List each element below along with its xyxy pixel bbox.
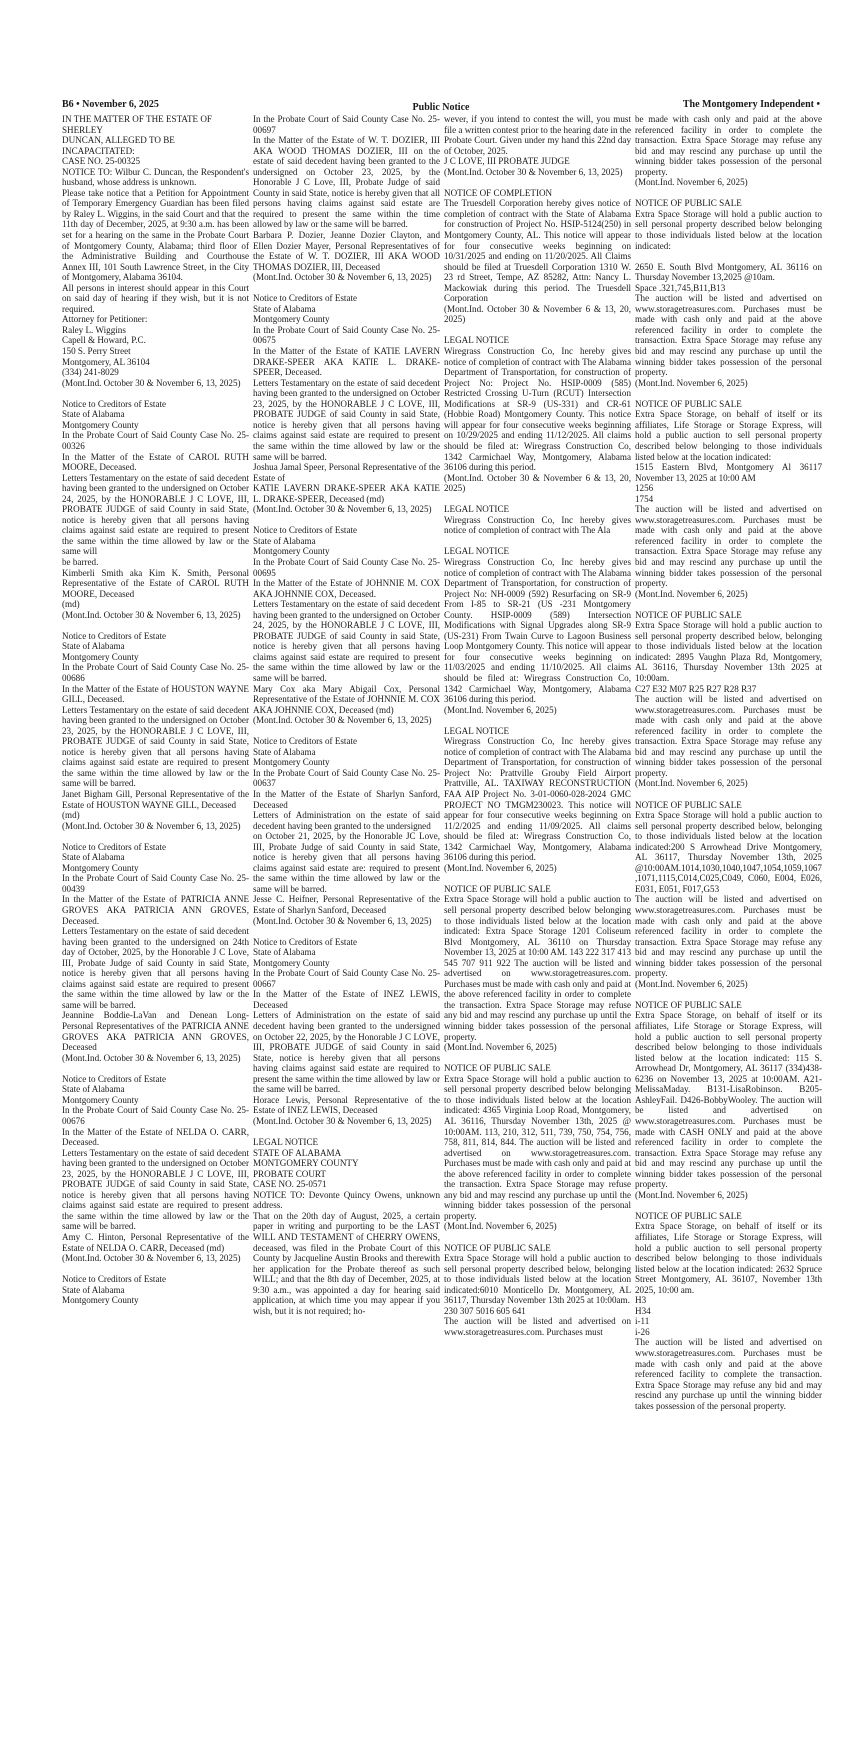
notice-separator [253, 726, 440, 737]
notice-line: LEGAL NOTICE [444, 546, 510, 557]
notice-line: Extra Space Storage will hold a public auction to sell personal property described below belonging to those individuals listed below at the location indicated: Extra Space Storage 1201 Coliseum Blvd Montgomery, AL 36110 on Thursday November 13, 2025 at 10:00 AM. 143 222 317 413 545 707 911 922 The auction will be listed and advertised on www.storagetreasures.com. Purchases must be made with cash only and paid at the above referenced facility in order to complete the transaction. Extra Space Storage may refuse any bid and may rescind any purchase up until the winning bidder takes possession of the personal property. [444, 894, 631, 1042]
page-header [62, 99, 820, 113]
notice-line: Extra Space Storage will hold a public auction to sell personal property described below belonging to those individuals listed below at the location indicated: [635, 208, 822, 251]
notice-line: All persons in interest should appear in this Court on said day of hearing if they wish, but it is not required. [62, 282, 249, 314]
column-1 [62, 114, 249, 1411]
notice-line: (Mont.Ind. October 30 & November 6, 13, 2025) [62, 609, 241, 620]
notice-line: Wiregrass Construction Co, Inc hereby gives notice of completion of contract with The Ala [444, 514, 631, 536]
notice-line: Extra Space Storage will hold a public auction to sell personal property described below, belonging to those individuals listed below at the location indicated: 2895 Vaughn Plaza Rd, Montgomery, AL 36116, Thursday November 13th 2025 at 10:00am. [635, 620, 822, 683]
notice-line: LEGAL NOTICE [444, 335, 510, 346]
notice-line: IN THE MATTER OF THE ESTATE OF [62, 114, 212, 124]
notice-line: (Mont.Ind. October 30 & November 6, 13, 2025) [62, 1253, 241, 1264]
notice-separator [444, 177, 631, 188]
notice-line: Raley L. Wiggins [62, 324, 126, 335]
notice-line: Montgomery, AL 36104 [62, 356, 150, 367]
notice-separator [444, 325, 631, 336]
notice-separator [635, 188, 822, 199]
notice-line: Jesse C. Heifner, Personal Representative of the Estate of Sharlyn Sanford, Deceased [253, 894, 440, 916]
notice-line: In the Matter of the Estate of CAROL RUTH MOORE, Deceased. [62, 451, 249, 473]
notice-line: DUNCAN, ALLEGED TO BE [62, 135, 175, 146]
notice-line: NOTICE OF PUBLIC SALE [635, 799, 742, 810]
notice-line: In the Probate Court of Said County Case No. 25-00326 [62, 430, 249, 451]
notice-line: In the Probate Court of Said County Case No. 25-00667 [253, 968, 440, 989]
notice-line: Capell & Howard, P.C. [62, 335, 146, 346]
notice-line: NOTICE OF PUBLIC SALE [444, 1063, 551, 1074]
notice-line: (Mont.Ind. October 30 & November 6, 13, 2025) [62, 820, 241, 831]
notice-line: 1256 [635, 483, 654, 494]
notice-line: In the Probate Court of Said County Case No. 25-00675 [253, 324, 440, 346]
notice-line: (Mont.Ind. November 6, 2025) [635, 1189, 748, 1200]
notice-line: Kimberli Smith aka Kim K. Smith, Personal Representative of the Estate of CAROL RUTH MOORE, Deceased [62, 567, 249, 599]
notice-line: Letters Testamentary on the estate of said decedent having been granted to the undersigned on October 23, 2025, by the HONORABLE J C LOVE, III, PROBATE JUDGE of said County in said State, notice is hereby given that all persons having claims against said estate are required to present the same within the time allowed by law or the same will be barred. [62, 704, 249, 789]
notice-separator [635, 599, 822, 610]
notice-line: In the Matter of the Estate of PATRICIA ANNE GROVES AKA PATRICIA ANN GROVES, Deceased. [62, 894, 249, 926]
page-number-date: B6 • November 6, 2025 [62, 99, 159, 110]
notice-line: State of Alabama [253, 535, 316, 546]
notice-line: Wiregrass Construction Co, Inc hereby gives notice of completion of contract with The Alabama Department of Transportation, for construction of Project No: NH-0009 (592) Resurfacing on SR-9 From I-85 to SR-21 (US -231 Montgomery County. HSIP-0009 (589) Intersection Modifications with Signal Upgrades along SR-9 (US-231) From Twain Curve to Lagoon Business Loop Montgomery County. This notice will appear for four consecutive weeks beginning on 11/03/2025 and ending 11/10/2025. All claims should be filed at: Wiregrass Construction Co, 1342 Carmichael Way, Montgomery, Alabama 36106 during this period. [444, 556, 631, 705]
notice-line: NOTICE OF PUBLIC SALE [635, 198, 742, 209]
notice-line: 1754 [635, 493, 654, 504]
notice-line: Montgomery County [62, 1094, 139, 1105]
notice-separator [444, 1053, 631, 1064]
notice-line: Letters Testamentary on the estate of said decedent having been granted to the undersigned on October 24, 2025, by the HONORABLE J C LOVE, III, PROBATE JUDGE of said County in said State, notice is hereby given that all persons having claims against said estate are required to present the same within the time allowed by law or the same will be barred. [253, 599, 440, 683]
notice-line: NOTICE OF PUBLIC SALE [635, 1210, 742, 1221]
notice-line: KATIE LAVERN DRAKE-SPEER AKA KATIE L. DRAKE-SPEER, Deceased (md) [253, 483, 440, 504]
notice-line: (Mont.Ind. October 30 & November 6, 13, 2025) [62, 377, 241, 388]
notice-line: (Mont.Ind. October 30 & November 6 & 13, 20, 2025) [444, 303, 631, 325]
notice-line: Joshua Jamal Speer, Personal Representative of the Estate of [253, 462, 440, 483]
notice-line: LEGAL NOTICE [444, 725, 510, 736]
notice-line: (Mont.Ind. November 6, 2025) [444, 1042, 557, 1053]
notice-line: The auction will be listed and advertised on www.storagetreasures.com. Purchases must [444, 1316, 631, 1337]
notice-line: Barbara P. Dozier, Jeanne Dozier Clayton, and Ellen Dozier Mayer, Personal Representatives of the Estate of W. T. DOZIER, III AKA WOOD THOMAS DOZIER, III, Deceased [253, 230, 440, 272]
notice-line: SHERLEY [62, 124, 103, 135]
notice-line: INCAPACITATED: [62, 145, 135, 156]
notice-line: (Mont.Ind. October 30 & November 6 & 13, 20, 2025) [444, 472, 631, 494]
notice-line: Jeannine Boddie-LaVan and Denean Long-Personal Representatives of the PATRICIA ANNE GROVES AKA PATRICIA ANN GROVES, Deceased [62, 1010, 249, 1053]
column-2 [253, 114, 440, 1411]
notice-line: 1515 Eastern Blvd, Montgomery Al 36117 November 13, 2025 at 10:00 AM [635, 462, 822, 483]
notice-line: 2650 E. South Blvd Montgomery, AL 36116 on Thursday November 13,2025 @10am. [635, 261, 822, 283]
notice-line: (Mont.Ind. October 30 & November 6, 13, 2025) [253, 272, 432, 283]
notice-line: Wiregrass Construction Co, Inc hereby gives notice of completion of contract with The Alabama Department of Transportation, for construction of Project No: Project No. HSIP-0009 (585) Restricted Crossing U-Turn (RCUT) Intersection Modifications at SR-9 (US-331) and CR-61 (Hobbie Road) Montgomery County. This notice will appear for four consecutive weeks beginning on 10/29/2025 and ending 11/12/2025. All claims should be filed at: Wiregrass Construction Co, 1342 Carmichael Way, Montgomery, Alabama 36106 during this period. [444, 346, 631, 473]
notice-line: on October 21, 2025, by the Honorable JC Love, III, Probate Judge of said County in said State, notice is hereby given that all persons having claims against said estate are: required to present the same within the time allowed by law or the same will be barred. [253, 831, 440, 894]
notice-line: The auction will be listed and advertised on www.storagetreasures.com. Purchases must be made with cash only and paid at the above referenced facility in order to complete the transaction. Extra Space Storage may refuse any bid and may rescind any purchase up until the winning bidder takes possession of the personal property. [635, 293, 822, 378]
notice-line: In the Probate Court of Said County Case No. 25-00695 [253, 556, 440, 578]
notice-line: H3 [635, 1295, 647, 1306]
notice-line: Extra Space Storage, on behalf of itself or its affiliates, Life Storage or Storage Express, will hold a public auction to sell personal property described below belonging to those individuals listed below at the location indicated: 2632 Spruce Street Montgomery, AL 36107, November 13th 2025, 10:00 am. [635, 1221, 822, 1295]
notice-line: In the Matter of the Estate of Sharlyn Sanford, Deceased [253, 789, 440, 810]
notice-line: Wiregrass Construction Co, Inc hereby gives notice of completion of contract with The Alabama Department of Transportation, for construction of Project No: Prattville Grouby Field Airport Prattville, AL. TAXIWAY RECONSTRUCTION FAA AIP Project No. 3-01-0060-028-2024 GMC PROJECT NO TMGM230023. This notice will appear for four consecutive weeks beginning on 11/2/2025 and ending 11/09/2025. All claims should be filed at: Wiregrass Construction Co, 1342 Carmichael Way, Montgomery, Alabama 36106 during this period. [444, 736, 631, 863]
notice-line: H34 [635, 1305, 651, 1316]
notice-line: In the Probate Court of Said County Case No. 25-00439 [62, 873, 249, 894]
notice-separator [444, 494, 631, 505]
notice-line: (Mont.Ind. October 30 & November 6, 13, 2025) [62, 1052, 241, 1063]
notice-line: Notice to Creditors of Estate [62, 630, 167, 641]
notice-separator [635, 388, 822, 399]
notice-separator [253, 926, 440, 937]
notice-line: Letters of Administration on the estate of said decedent having been granted to the undersigned on October 22, 2025, by the Honorable J C LOVE, III, PROBATE JUDGE of said County in said State, notice is hereby given that all persons having claims against said estate are required to present the same within the time allowed by law or the same will be barred. [253, 1010, 440, 1095]
notice-line: 230 307 5016 605 641 [444, 1305, 526, 1316]
notice-separator [444, 536, 631, 547]
notice-separator [444, 1232, 631, 1243]
notice-line: MONTGOMERY COUNTY [253, 1158, 359, 1169]
notice-line: In the Matter of the Estate of NELDA O. CARR, Deceased. [62, 1126, 249, 1148]
notice-line: State of Alabama [253, 746, 316, 757]
column-4 [635, 114, 822, 1411]
notice-line: Extra Space Storage will hold a public auction to sell personal property described below belonging to those individuals listed below at the location indicated: 4365 Virginia Loop Road, Montgomery, AL 36116, Thursday November 13th, 2025 @ 10:00AM. 113, 210, 312, 511, 739, 750, 754, 756, 758, 811, 814, 844. The auction will be listed and advertised on www.storagetreasures.com. Purchases must be made with cash only and paid at the above referenced facility in order to complete the transaction. Extra Space Storage may refuse any bid and may rescind any purchase up until the winning bidder takes possession of the personal property. [444, 1073, 631, 1221]
notice-line: NOTICE OF COMPLETION [444, 187, 553, 198]
notice-line: (Mont.Ind. November 6, 2025) [635, 978, 748, 989]
notice-line: State of Alabama [253, 303, 316, 314]
notice-line: (Mont.Ind. November 6, 2025) [635, 778, 748, 789]
notice-line: Notice to Creditors of Estate [62, 398, 167, 409]
notice-line: NOTICE OF PUBLIC SALE [444, 1242, 551, 1253]
notice-line: Letters Testamentary on the estate of said decedent having been granted to the undersigned on October 23, 2025, by the HONORABLE J C LOVE, III, PROBATE JUDGE of said County in said State, notice is hereby given that all persons having claims against said estate are required to present the same within the time allowed by law or the same will be barred. [253, 377, 440, 462]
notice-line: Montgomery County [253, 546, 330, 557]
notice-line: State of Alabama [253, 947, 316, 958]
notice-line: That on the 20th day of August, 2025, a certain paper in writing and purporting to be the LAST WILL AND TESTAMENT of CHERRY OWENS, deceased, was filed in the Probate Court of this County by Jacqueline Austin Brooks and therewith her application for the Probate thereof as such WILL; and that the 8th day of December, 2025, at 9:30 a.m., was appointed a day for hearing said application, at which time you may appear if you wish, but it is not required; ho- [253, 1210, 440, 1316]
notice-separator [253, 515, 440, 526]
notice-line: State of Alabama [62, 852, 125, 863]
notice-separator [62, 388, 249, 399]
notice-line: Mary Cox aka Mary Abigail Cox, Personal Representative of the Estate of JOHNNIE M. COX AKA JOHNNIE COX, Deceased (md) [253, 683, 440, 715]
notice-line: Notice to Creditors of Estate [253, 525, 358, 536]
notice-line: The Truesdell Corporation hereby gives notice of completion of contract with the State of Alabama for construction of Project No. HSIP-5124(250) in Montgomery County, AL. This notice will appear for four consecutive weeks beginning on 10/31/2025 and ending on 11/20/2025. All Claims should be filed at Truesdell Corporation 1310 W. 23 rd Street, Tempe, AZ 85282, Attn: Nancy L. Mackowiak during this period. The Truesdell Corporation [444, 198, 631, 304]
notice-line: J C LOVE, III PROBATE JUDGE [444, 156, 570, 167]
notice-separator [62, 831, 249, 842]
notice-line: (334) 241-8029 [62, 367, 119, 378]
notice-line: (Mont.Ind. November 6, 2025) [635, 377, 748, 388]
notice-line: The auction will be listed and advertised on www.storagetreasures.com. Purchases must be made with cash only and paid at the above referenced facility in order to complete the transaction. Extra Space Storage may refuse any bid and may rescind any purchase up until the winning bidder takes possession of the personal property. [635, 694, 822, 778]
notice-line: In the Probate Court of Said County Case No. 25-00697 [253, 114, 440, 135]
notice-line: LEGAL NOTICE [444, 504, 510, 515]
notice-line: Extra Space Storage will hold a public auction to sell personal property described below, belonging to those individuals listed below at the location indicated:6010 Monticello Dr. Montgomery, AL 36117, Thursday November 13th 2025 at 10:00am. [444, 1253, 631, 1306]
notice-line: STATE OF ALABAMA [253, 1147, 342, 1158]
notice-line: Notice to Creditors of Estate [253, 936, 358, 947]
notice-line: i-26 [635, 1326, 650, 1337]
notice-separator [635, 1200, 822, 1211]
notice-line: In the Probate Court of Said County Case No. 25-00676 [62, 1105, 249, 1126]
notice-line: Horace Lewis, Personal Representative of the Estate of INEZ LEWIS, Deceased [253, 1094, 440, 1116]
notice-separator [62, 1264, 249, 1275]
notice-line: In the Matter of the Estate of W. T. DOZIER, III AKA WOOD THOMAS DOZIER, III on the estate of said decedent having been granted to the undersigned on October 23, 2025, by the Honorable J C Love, III, Probate Judge of said County in said State, notice is hereby given that all persons having claims against said estate are required to present the same within the time allowed by law or the same will be barred. [253, 135, 440, 230]
notice-line: NOTICE OF PUBLIC SALE [444, 883, 551, 894]
notice-line: NOTICE OF PUBLIC SALE [635, 398, 742, 409]
notice-line: In the Matter of the Estate of INEZ LEWIS, Deceased [253, 989, 440, 1010]
notice-separator [635, 251, 822, 262]
notice-line: CASE NO. 25-0571 [253, 1179, 327, 1190]
notice-line: (Mont.Ind. October 30 & November 6, 13, 2025) [444, 166, 623, 177]
notice-line: Notice to Creditors of Estate [62, 1073, 167, 1084]
notice-line: Notice to Creditors of Estate [62, 841, 167, 852]
notice-line: CASE NO. 25-00325 [62, 156, 141, 167]
notice-line: NOTICE OF PUBLIC SALE [635, 999, 742, 1010]
notice-line: Notice to Creditors of Estate [253, 736, 358, 747]
notice-line: NOTICE OF PUBLIC SALE [635, 609, 742, 620]
notice-separator [253, 283, 440, 294]
notice-line: The auction will be listed and advertised on www.storagetreasures.com. Purchases must be made with cash only and paid at the above referenced facility to complete the transaction. Extra Space Storage may refuse any bid and may rescind any purchase up until the winning bidder takes possession of the personal property. [635, 1337, 822, 1411]
notice-line: (Mont.Ind. October 30 & November 6, 13, 2025) [253, 1115, 432, 1126]
notice-line: In the Probate Court of Said County Case No. 25-00637 [253, 767, 440, 789]
notice-line: C27 E32 M07 R25 R27 R28 R37 [635, 683, 757, 694]
notice-line: Janet Bigham Gill, Personal Representative of the Estate of HOUSTON WAYNE GILL, Deceased [62, 789, 249, 810]
notice-line: Letters of Administration on the estate of said decedent having been granted to the undersigned [253, 810, 440, 831]
notice-line: PROBATE COURT [253, 1168, 326, 1179]
notice-line: (Mont.Ind. October 30 & November 6, 13, 2025) [253, 504, 432, 515]
notice-line: Montgomery County [253, 314, 330, 325]
notice-line: i-11 [635, 1316, 650, 1327]
notice-line: Extra Space Storage, on behalf of itself or its affiliates, Life Storage or Storage Express, will hold a public auction to sell personal property described below belonging to those individuals listed below at the location indicated: [635, 409, 822, 462]
notice-line: (md) [62, 599, 80, 610]
notice-line: Notice to Creditors of Estate [62, 1274, 167, 1285]
notice-line: Montgomery County [62, 419, 139, 430]
notice-line: NOTICE TO: Devonte Quincy Owens, unknown address. [253, 1189, 440, 1211]
notice-separator [444, 873, 631, 884]
notice-line: The auction will be listed and advertised on www.storagetreasures.com. Purchases must be made with cash only and paid at the above referenced facility in order to complete the transaction. Extra Space Storage may refuse any bid and may rescind any purchase up until the winning bidder takes possession of the personal property. [635, 894, 822, 979]
notice-line: In the Matter of the Estate of HOUSTON WAYNE GILL, Deceased. [62, 683, 249, 705]
notice-line: Space .321,745,B11,B13 [635, 282, 726, 293]
notice-line: In the Matter of the Estate of JOHNNIE M. COX AKA JOHNNIE COX, Deceased. [253, 578, 440, 599]
publication-name: The Montgomery Independent • [682, 99, 820, 110]
notice-line: State of Alabama [62, 641, 125, 652]
notice-line: (Mont.Ind. November 6, 2025) [444, 1221, 557, 1232]
notice-line: Please take notice that a Petition for Appointment of Temporary Emergency Guardian has been filed by Raley L. Wiggins, in the said Court and that the 11th day of December, 2025, at 9:30 a.m. has been set for a hearing on the same in the Probate Court of Montgomery County, Alabama; third floor of the Administrative Building and Courthouse Annex III, 101 South Lawrence Street, in the City of Montgomery, Alabama 36104. [62, 187, 249, 283]
section-title: Public Notice [412, 102, 470, 113]
notice-line: Letters Testamentary on the estate of said decedent having been granted to the undersigned on October 23, 2025, by the HONORABLE J C LOVE, III, PROBATE JUDGE of said County in said State, notice is hereby given that all persons having claims against said estate are required to present the same within the time allowed by law or the same will be barred. [62, 1147, 249, 1232]
notice-line: (Mont.Ind. October 30 & November 6, 13, 2025) [253, 915, 432, 926]
notice-line: (Mont.Ind. November 6, 2025) [444, 862, 557, 873]
notice-line: Notice to Creditors of Estate [253, 293, 358, 304]
notice-line: (Mont.Ind. November 6, 2025) [444, 704, 557, 715]
notice-line: (Mont.Ind. November 6, 2025) [635, 177, 748, 188]
notice-line: 150 S. Perry Street [62, 346, 131, 357]
notice-columns [62, 114, 820, 1411]
notice-line: Montgomery County [62, 651, 139, 662]
column-3 [444, 114, 631, 1411]
notice-line: Extra Space Storage, on behalf of itself or its affiliates, Life Storage or Storage Express, will hold a public auction to sell personal property described below belonging to those individuals listed below at the location indicated: 115 S. Arrowhead Dr, Montgomery, AL 36117 (334)438-6236 on November 13, 2025 at 10:00AM. A21-MelissaMaday. B131-LisaRobinson. B205-AshleyFail. D426-BobbyWooley. The auction will be listed and advertised on www.storagetreasures.com. Purchases must be made with CASH ONLY and paid at the above referenced facility in order to complete the transaction. Extra Space Storage may refuse any bid and may rescind any purchase up until the winning bidder takes possession of the personal property. [635, 1010, 822, 1190]
notice-separator [635, 789, 822, 800]
notice-line: State of Alabama [62, 409, 125, 420]
notice-separator [444, 715, 631, 726]
notice-line: wever, if you intend to contest the will, you must file a written contest prior to the hearing date in the Probate Court. Given under my hand this 22nd day of October, 2025. [444, 114, 631, 156]
notice-line: (Mont.Ind. October 30 & November 6, 13, 2025) [253, 715, 432, 726]
notice-separator [635, 989, 822, 1000]
notice-line: Extra Space Storage will hold a public auction to sell personal property described below, belonging to those individuals listed below at the location indicated:200 S Arrowhead Drive Montgomery, AL 36117, Thursday November 13th, 2025 @10:00AM.1014,1030,1040,1047,1054,1059,1067,1071,1115,C014,C025,C049, C060, E004, E026, E031, E051, F017,G53 [635, 810, 822, 894]
notice-separator [62, 1063, 249, 1074]
notice-line: Attorney for Petitioner: [62, 314, 148, 325]
notice-line: be barred. [62, 556, 99, 567]
notice-line: The auction will be listed and advertised on www.storagetreasures.com. Purchases must be made with cash only and paid at the above referenced facility in order to complete the transaction. Extra Space Storage may refuse any bid and may rescind any purchase up until the winning bidder takes possession of the personal property. [635, 504, 822, 589]
notice-line: Letters Testamentary on the estate of said decedent having been granted to the undersigned on 24th day of October, 2025, by the Honorable J C Love, III, Probate Judge of said County in said State, notice is hereby given that all persons having claims against said estate are required to present the same within the time allowed by law or the same will be barred. [62, 926, 249, 1010]
notice-line: Montgomery County [62, 862, 139, 873]
notice-separator [62, 620, 249, 631]
notice-separator [253, 1127, 440, 1138]
notice-line: Letters Testamentary on the estate of said decedent having been granted to the undersigned on October 24, 2025, by the HONORABLE J C LOVE, III, PROBATE JUDGE of said County in said State, notice is hereby given that all persons having claims against said estate are required to present the same within the time allowed by law or the same will [62, 472, 249, 557]
notice-line: be made with cash only and paid at the above referenced facility in order to complete the transaction. Extra Space Storage may refuse any bid and may rescind any purchase up until the winning bidder takes possession of the personal property. [635, 114, 822, 177]
notice-line: State of Alabama [62, 1284, 125, 1295]
notice-line: LEGAL NOTICE [253, 1137, 319, 1148]
notice-line: Montgomery County [62, 1295, 139, 1306]
notice-line: Amy C. Hinton, Personal Representative of the Estate of NELDA O. CARR, Deceased (md) [62, 1231, 249, 1253]
notice-line: In the Probate Court of Said County Case No. 25-00686 [62, 662, 249, 683]
notice-line: (md) [62, 810, 80, 821]
notice-line: In the Matter of the Estate of KATIE LAVERN DRAKE-SPEER AKA KATIE L. DRAKE- SPEER, Deceased. [253, 346, 440, 378]
notice-line: (Mont.Ind. November 6, 2025) [635, 588, 748, 599]
notice-line: State of Alabama [62, 1084, 125, 1095]
notice-line: NOTICE TO: Wilbur C. Duncan, the Respondent's husband, whose address is unknown. [62, 166, 249, 188]
notice-line: Montgomery County [253, 957, 330, 968]
notice-line: Montgomery County [253, 757, 330, 768]
